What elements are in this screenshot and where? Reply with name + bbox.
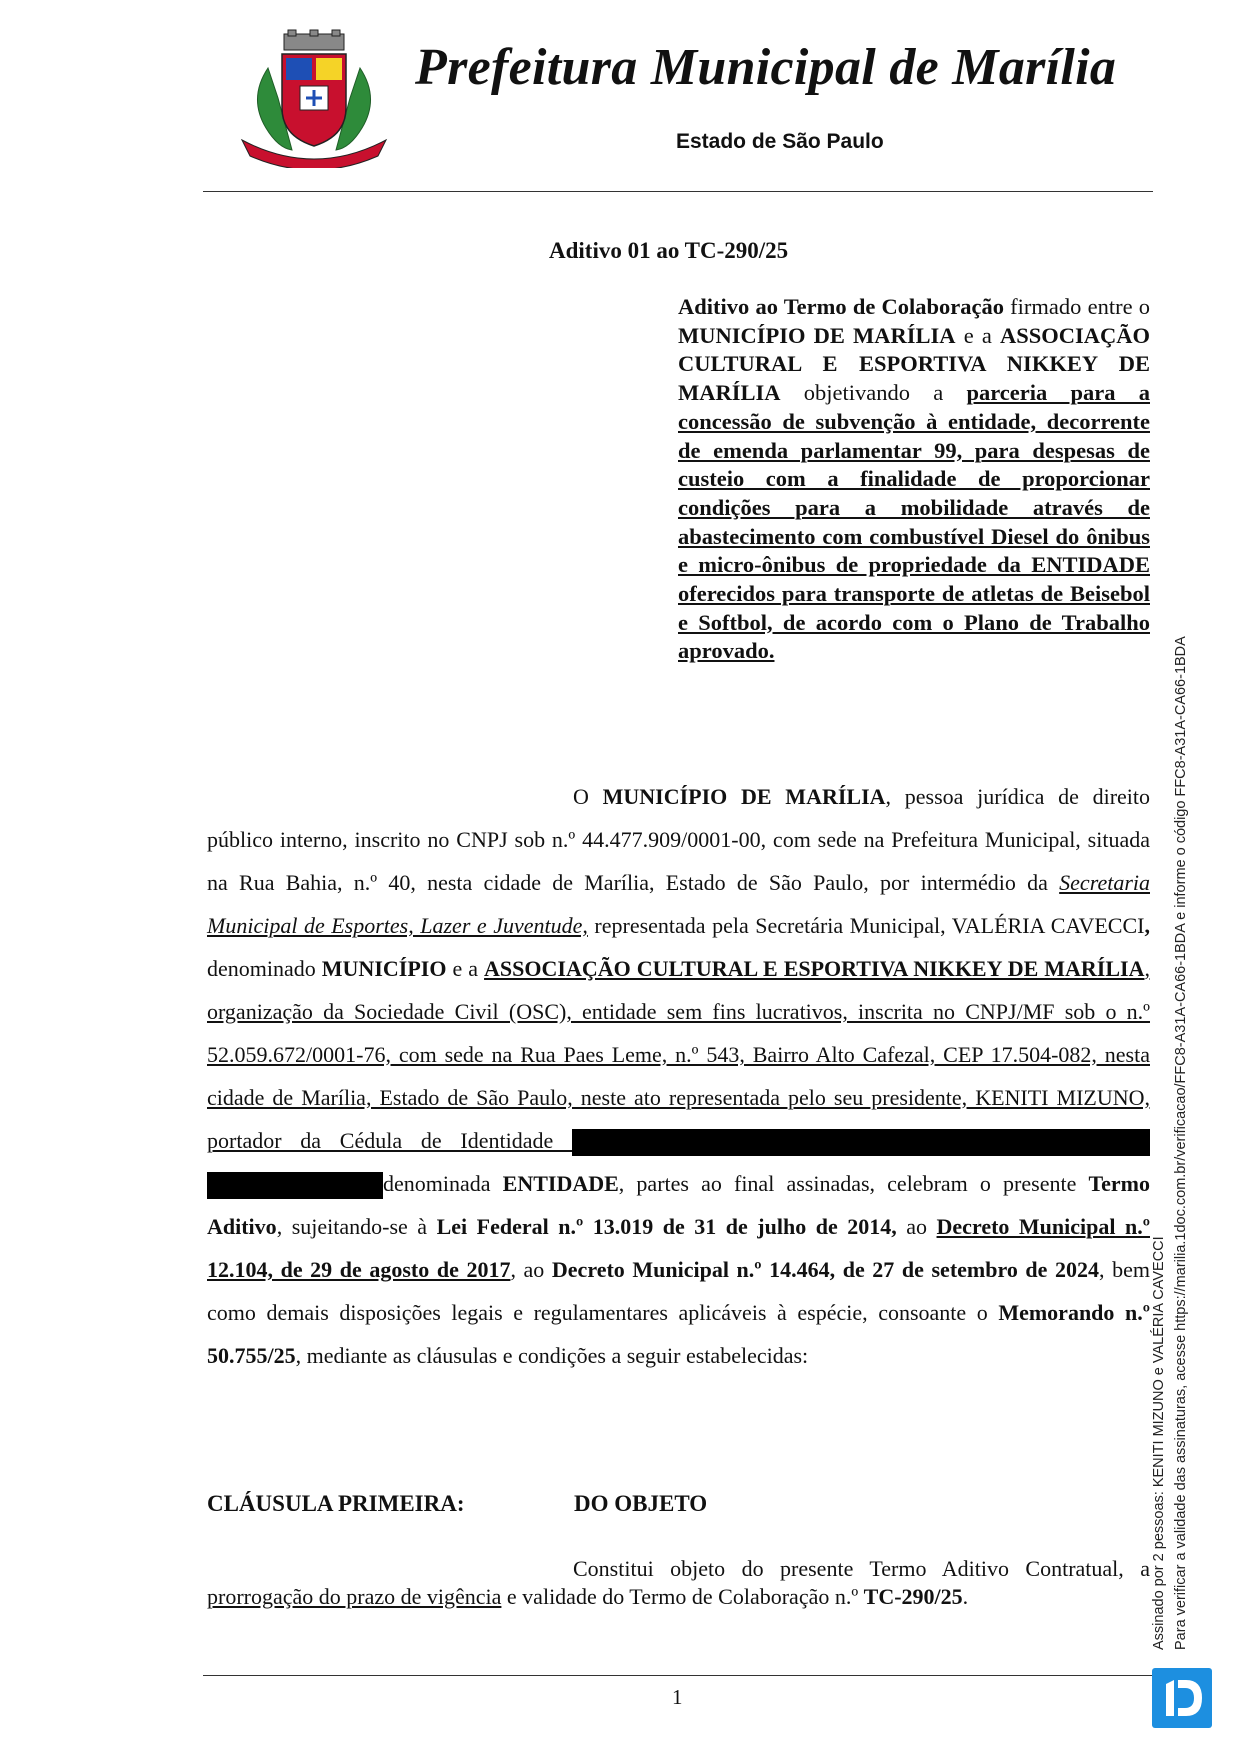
body-part: MUNICÍPIO	[321, 956, 447, 981]
body-part: ,	[1144, 913, 1150, 938]
header-title: Prefeitura Municipal de Marília	[415, 39, 1117, 96]
body-part: Termo Aditivo	[207, 1171, 1150, 1239]
summary-part: MUNICÍPIO DE MARÍLIA	[678, 322, 956, 348]
main-paragraph	[207, 775, 1150, 1377]
body-part: , ao	[510, 1257, 552, 1282]
body-part: denominado	[207, 956, 322, 981]
summary-part: e a	[955, 322, 1000, 348]
body-part: ao	[896, 1214, 937, 1239]
document-title: Aditivo 01 ao TC-290/25	[549, 238, 789, 263]
header-divider	[203, 191, 1153, 192]
coat-of-arms-icon	[238, 28, 390, 168]
body-part: , partes ao final assinadas, celebram o presente	[618, 1171, 1089, 1196]
body-part: , bem como demais disposições legais e regulamentares aplicáveis à espécie, consoante o	[207, 1257, 1151, 1325]
object-part: e validade do Termo de Colaboração n.º	[501, 1584, 864, 1609]
body-part: representada pela Secretária Municipal, VALÉRIA CAVECCI	[587, 913, 1145, 938]
body-part: MUNICÍPIO DE MARÍLIA	[602, 784, 886, 809]
verification-line: Para verificar a validade das assinaturas, acesse https://marilia.1doc.com.br/verificacao/FFC8-A31A-CA66-1BDA e informe o código FFC8-A31A-CA66-1BDA	[1173, 636, 1189, 1650]
body-part: ENTIDADE	[502, 1171, 619, 1196]
clause-label: CLÁUSULA PRIMEIRA:	[207, 1491, 465, 1516]
redaction-block	[572, 1129, 1150, 1156]
body-part: , organização da Sociedade Civil (OSC), entidade sem fins lucrativos, inscrita no CNPJ/MF sob o n.º 52.059.672/0001-76, com sede na Rua Paes Leme, n.º 543, Bairro Alto Cafezal, CEP 17.504-082, nesta cidade de Marília, Estado de São Paulo, neste ato representada pelo seu presidente, KENITI MIZUNO, portador da Cédula de Identidade	[207, 956, 1150, 1153]
signature-notice	[1148, 530, 1192, 1650]
body-part: , mediante as cláusulas e condições a seguir estabelecidas:	[295, 1343, 809, 1368]
footer-divider	[203, 1675, 1153, 1676]
object-part: .	[962, 1584, 969, 1609]
body-part: , sujeitando-se à	[276, 1214, 437, 1239]
body-part: e a	[446, 956, 485, 981]
body-part: Decreto Municipal n.º 14.464, de 27 de setembro de 2024	[551, 1257, 1100, 1282]
body-part: Lei Federal n.º 13.019 de 31 de julho de 2014,	[436, 1214, 897, 1239]
header-subtitle: Estado de São Paulo	[676, 130, 884, 153]
body-part: Decreto Municipal n.º 12.104, de 29 de agosto de 2017	[207, 1214, 1150, 1282]
summary-object: parceria para a concessão de subvenção à entidade, decorrente de emenda parlamentar 99, para despesas de custeio com a finalidade de proporcionar condições para a mobilidade através de abastecimento com combustível Diesel do ônibus e micro-ônibus de propriedade da ENTIDADE oferecidos para transporte de atletas de Beisebol e Softbol, de acordo com o Plano de Trabalho aprovado.	[678, 380, 1150, 664]
summary-part: firmado entre o	[1004, 294, 1150, 319]
page-number: 1	[672, 1685, 683, 1709]
object-part: TC-290/25	[863, 1584, 963, 1609]
secretaria-link: Secretaria Municipal de Esportes, Lazer e Juventude,	[207, 870, 1150, 938]
summary-part: objetivando a	[780, 380, 967, 406]
summary-paragraph	[678, 293, 1150, 666]
redaction-block	[207, 1172, 383, 1199]
body-part: , pessoa jurídica de direito público interno, inscrito no CNPJ sob n.º 44.477.909/0001-00, com sede na Prefeitura Municipal, situada na Rua Bahia, n.º 40, nesta cidade de Marília, Estado de São Paulo, por intermédio da	[207, 784, 1151, 895]
body-part: denominada	[383, 1171, 503, 1196]
object-paragraph	[207, 1555, 1150, 1611]
object-part: Constitui objeto do presente Termo Aditivo Contratual, a	[573, 1556, 1150, 1581]
signature-line: Assinado por 2 pessoas: KENITI MIZUNO e VALÉRIA CAVECCI	[1151, 1236, 1167, 1650]
body-part: ASSOCIAÇÃO CULTURAL E ESPORTIVA NIKKEY DE MARÍLIA	[484, 956, 1145, 981]
1doc-logo-icon	[1152, 1668, 1212, 1728]
summary-part: ASSOCIAÇÃO CULTURAL E ESPORTIVA NIKKEY DE MARÍLIA	[678, 322, 1150, 406]
clause-title: DO OBJETO	[574, 1491, 708, 1516]
body-part: Memorando n.º 50.755/25	[207, 1300, 1150, 1368]
object-part: prorrogação do prazo de vigência	[207, 1584, 502, 1609]
body-part: O	[573, 784, 603, 809]
summary-part: Aditivo ao Termo de Colaboração	[678, 294, 1004, 319]
